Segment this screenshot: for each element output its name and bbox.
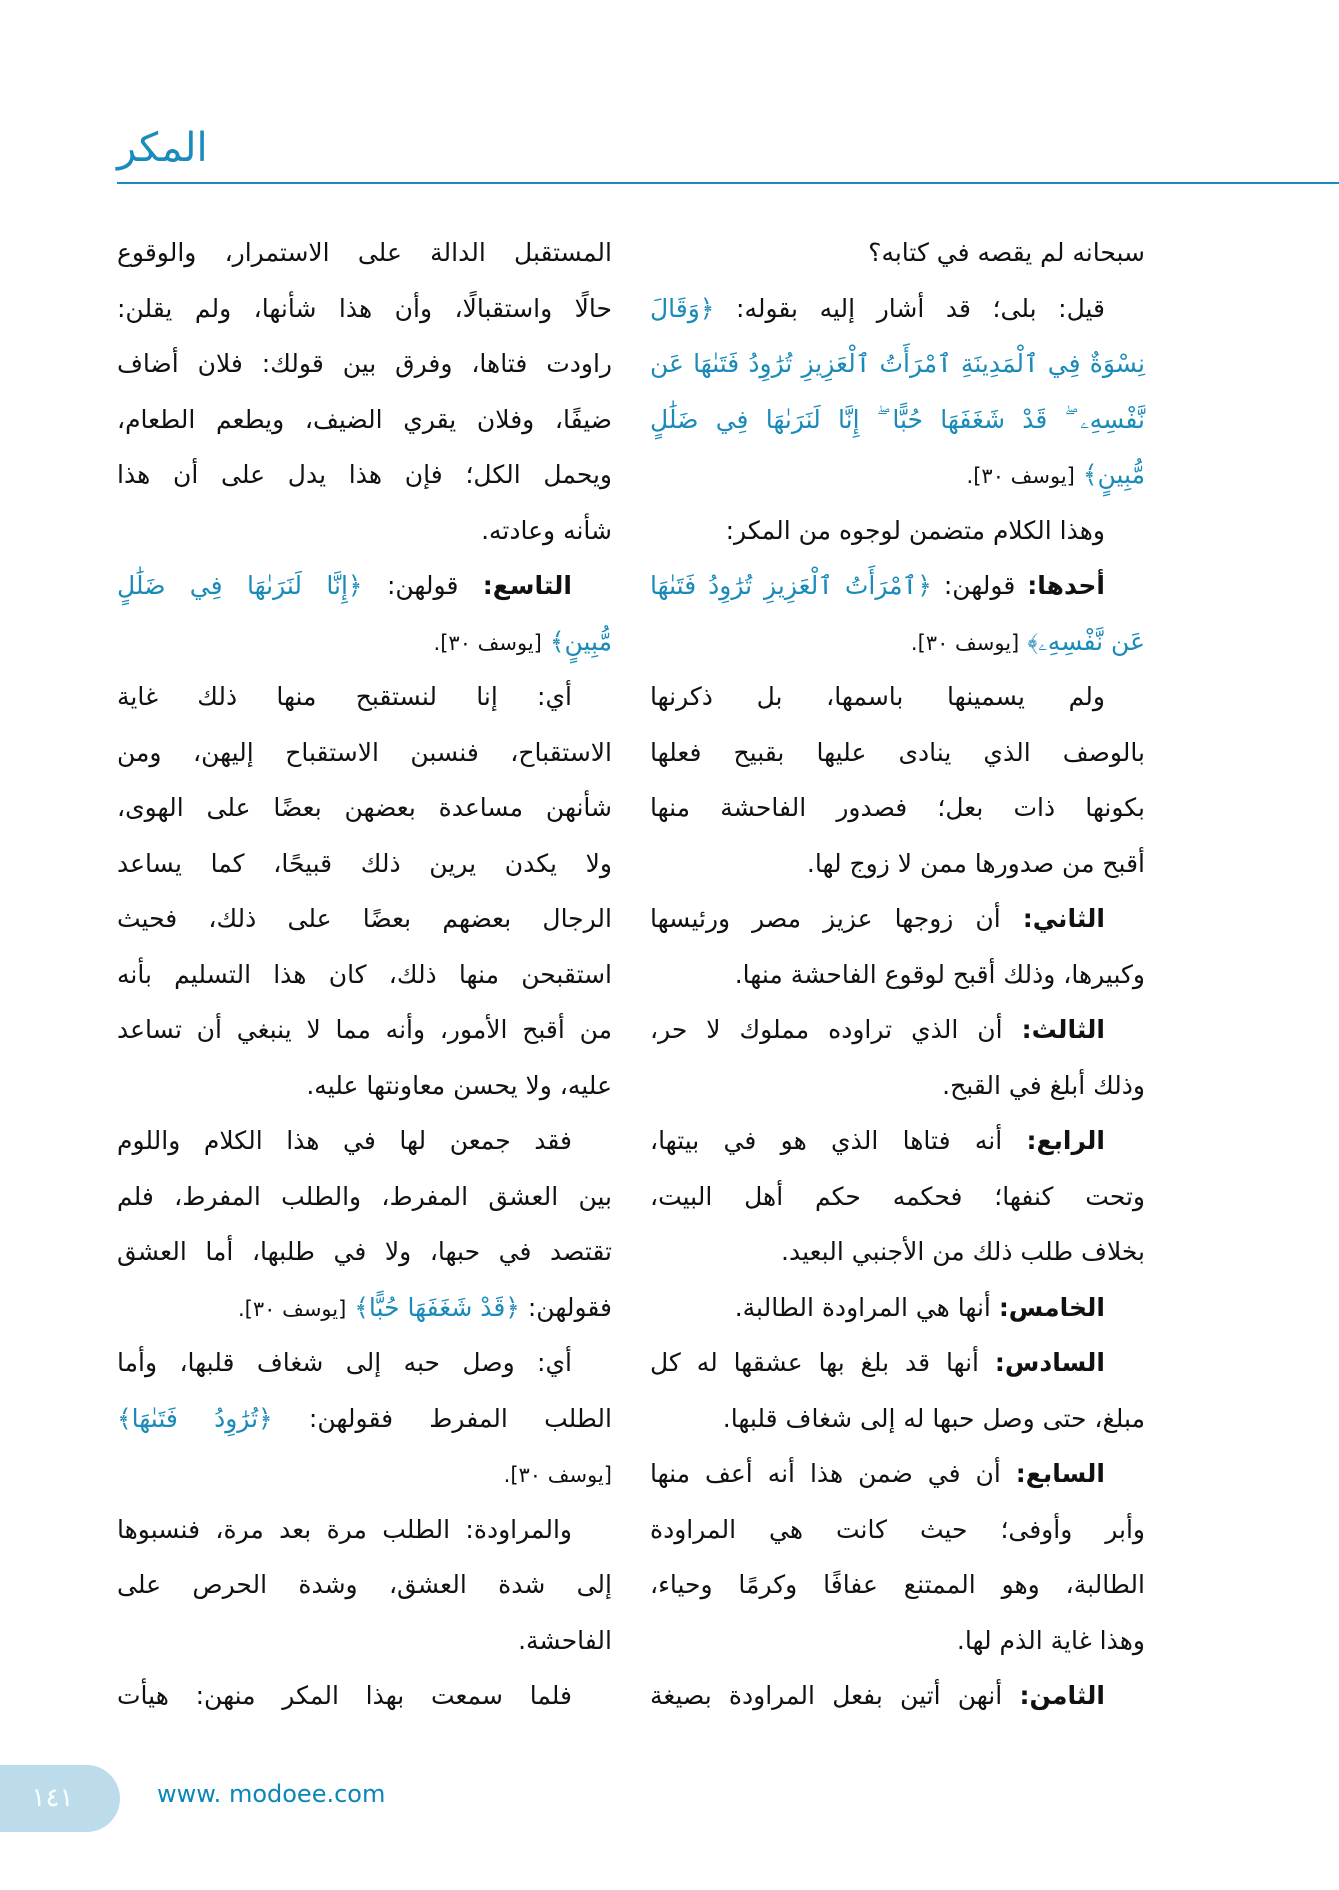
text-line bbox=[117, 669, 612, 725]
body-text: أن زوجها عزيز مصر ورئيسها bbox=[650, 904, 1023, 933]
chapter-title: المكر bbox=[117, 125, 208, 171]
point-label: السابع: bbox=[1015, 1459, 1105, 1488]
text-line bbox=[650, 1113, 1145, 1169]
text-line bbox=[650, 392, 1145, 448]
text-line bbox=[117, 1391, 612, 1447]
text-line bbox=[650, 1335, 1145, 1391]
body-text: بكونها ذات بعل؛ فصدور الفاحشة منها bbox=[650, 793, 1145, 822]
body-text: ولم يسمينها باسمها، بل ذكرنها bbox=[650, 682, 1105, 711]
body-text: المستقبل الدالة على الاستمرار، والوقوع bbox=[117, 238, 612, 267]
text-line bbox=[117, 1557, 612, 1613]
text-line bbox=[650, 1502, 1145, 1558]
text-column-left bbox=[117, 225, 612, 1724]
text-line bbox=[650, 891, 1145, 947]
text-column-right bbox=[650, 225, 1145, 1724]
text-line bbox=[117, 336, 612, 392]
point-label: الثاني: bbox=[1022, 904, 1105, 933]
body-text: الاستقباح، فنسبن الاستقباح إليهن، ومن bbox=[117, 737, 612, 767]
body-text: ولا يكدن يرين ذلك قبيحًا، كما يساعد bbox=[117, 848, 612, 878]
text-line bbox=[117, 891, 612, 947]
text-line bbox=[117, 1113, 612, 1169]
body-text: والمراودة: الطلب مرة بعد مرة، فنسبوها bbox=[117, 1514, 572, 1544]
text-line bbox=[117, 558, 612, 614]
text-line bbox=[117, 281, 612, 337]
text-line bbox=[650, 780, 1145, 836]
body-text: قولهن: bbox=[931, 571, 1028, 600]
body-text: وذلك أبلغ في القبح. bbox=[942, 1070, 1145, 1100]
text-line bbox=[650, 1446, 1145, 1502]
text-line bbox=[117, 1002, 612, 1058]
body-text: راودت فتاها، وفرق بين قولك: فلان أضاف bbox=[117, 349, 612, 378]
quran-verse: ﴿تُرَٰوِدُ فَتَىٰهَا﴾ bbox=[117, 1403, 273, 1433]
body-text: تقتصد في حبها، ولا في طلبها، أما العشق bbox=[117, 1237, 612, 1266]
body-text: فلما سمعت بهذا المكر منهن: هيأت bbox=[117, 1681, 572, 1710]
point-label: الثالث: bbox=[1021, 1015, 1105, 1044]
text-line bbox=[650, 669, 1145, 725]
header-divider bbox=[117, 182, 1339, 184]
text-line bbox=[650, 836, 1145, 892]
verse-reference: [يوسف ٣٠]. bbox=[910, 630, 1020, 655]
body-text: أنه فتاها الذي هو في بيتها، bbox=[650, 1126, 1027, 1155]
text-line bbox=[117, 392, 612, 448]
text-line bbox=[650, 1224, 1145, 1280]
text-line bbox=[650, 947, 1145, 1003]
quran-verse: ﴿ٱمْرَأَتُ ٱلْعَزِيزِ تُرَٰوِدُ فَتَىٰهَا bbox=[650, 571, 932, 600]
text-line bbox=[117, 836, 612, 892]
quran-verse: ﴿إِنَّا لَنَرَىٰهَا فِي ضَلَٰلٍ bbox=[117, 571, 363, 600]
body-text: أنهن أتين بفعل المراودة بصيغة bbox=[650, 1681, 1020, 1710]
body-text: وهذا غاية الذم لها. bbox=[956, 1625, 1145, 1655]
website-link[interactable]: www. modoee.com bbox=[157, 1780, 386, 1808]
body-text: أي: إنا لنستقبح منها ذلك غاية bbox=[117, 682, 572, 711]
body-text: من أقبح الأمور، وأنه مما لا ينبغي أن تساعد bbox=[117, 1015, 612, 1044]
point-label: السادس: bbox=[994, 1348, 1105, 1377]
body-text: شأنهن مساعدة بعضهن بعضًا على الهوى، bbox=[117, 793, 612, 822]
quran-verse: ﴿وَقَالَ bbox=[650, 293, 715, 323]
text-line bbox=[650, 447, 1145, 503]
point-label: الرابع: bbox=[1026, 1126, 1105, 1155]
text-line bbox=[117, 1446, 612, 1502]
text-line bbox=[650, 1002, 1145, 1058]
body-text: وأبر وأوفى؛ حيث كانت هي المراودة bbox=[650, 1514, 1145, 1544]
verse-reference: [يوسف ٣٠]. bbox=[433, 630, 542, 655]
text-line bbox=[117, 1613, 612, 1669]
body-text: قولهن: bbox=[362, 571, 483, 600]
body-text: ويحمل الكل؛ فإن هذا يدل على أن هذا bbox=[117, 460, 612, 489]
page-number-badge bbox=[0, 1765, 120, 1832]
body-text: فقولهن: bbox=[519, 1292, 612, 1322]
text-line bbox=[650, 1557, 1145, 1613]
body-text: أنها هي المراودة الطالبة. bbox=[734, 1292, 999, 1322]
text-line bbox=[117, 780, 612, 836]
text-line bbox=[650, 281, 1145, 337]
body-text: الرجال بعضهم بعضًا على ذلك، فحيث bbox=[117, 904, 612, 933]
text-line bbox=[117, 1668, 612, 1724]
point-label: التاسع: bbox=[482, 571, 573, 600]
text-line bbox=[117, 947, 612, 1003]
text-line bbox=[117, 1169, 612, 1225]
quran-verse: ﴿قَدْ شَغَفَهَا حُبًّا﴾ bbox=[346, 1292, 520, 1322]
body-text: حالًا واستقبالًا، وأن هذا شأنها، ولم يقلن: bbox=[117, 293, 612, 323]
body-text: أن في ضمن هذا أنه أعف منها bbox=[650, 1459, 1016, 1488]
body-text: فقد جمعن لها في هذا الكلام واللوم bbox=[117, 1126, 572, 1155]
text-line bbox=[650, 1058, 1145, 1114]
text-line bbox=[650, 1169, 1145, 1225]
point-label: الخامس: bbox=[998, 1292, 1105, 1322]
body-text: الطلب المفرط فقولهن: bbox=[272, 1403, 612, 1433]
text-line bbox=[650, 558, 1145, 614]
body-text: وهذا الكلام متضمن لوجوه من المكر: bbox=[725, 515, 1105, 545]
body-text: أقبح من صدورها ممن لا زوج لها. bbox=[806, 848, 1145, 878]
quran-verse: نَّفْسِهِۦ ۖ قَدْ شَغَفَهَا حُبًّا ۖ إِنَّا لَنَرَىٰهَا فِي ضَلَٰلٍ bbox=[650, 404, 1145, 434]
verse-reference: [يوسف ٣٠]. bbox=[237, 1296, 347, 1321]
body-text: مبلغ، حتى وصل حبها له إلى شغاف قلبها. bbox=[722, 1403, 1145, 1433]
body-text: إلى شدة العشق، وشدة الحرص على bbox=[117, 1570, 612, 1599]
body-text: الفاحشة. bbox=[518, 1625, 612, 1655]
quran-verse: مُّبِينٍ﴾ bbox=[1074, 460, 1145, 489]
verse-reference: [يوسف ٣٠]. bbox=[966, 464, 1075, 488]
body-text: وتحت كنفها؛ فحكمه حكم أهل البيت، bbox=[650, 1181, 1145, 1211]
text-line bbox=[650, 1668, 1145, 1724]
body-text: وكبيرها، وذلك أقبح لوقوع الفاحشة منها. bbox=[734, 959, 1145, 989]
body-text: أنها قد بلغ بها عشقها له كل bbox=[650, 1348, 995, 1377]
text-line bbox=[650, 614, 1145, 670]
body-text: شأنه وعادته. bbox=[481, 515, 612, 545]
body-text: أي: وصل حبه إلى شغاف قلبها، وأما bbox=[117, 1348, 572, 1377]
text-line bbox=[650, 1613, 1145, 1669]
body-text: عليه، ولا يحسن معاونتها عليه. bbox=[306, 1070, 612, 1100]
body-text: قيل: بلى؛ قد أشار إليه بقوله: bbox=[714, 293, 1105, 323]
body-text: استقبحن منها ذلك، كان هذا التسليم بأنه bbox=[117, 959, 612, 989]
body-text: بخلاف طلب ذلك من الأجنبي البعيد. bbox=[781, 1237, 1145, 1266]
text-line bbox=[117, 614, 612, 670]
text-line bbox=[117, 1335, 612, 1391]
text-line bbox=[650, 336, 1145, 392]
quran-verse: عَن نَّفْسِهِۦ﴾ bbox=[1019, 626, 1145, 656]
page-number: ١٤١ bbox=[31, 1783, 74, 1813]
text-line bbox=[117, 503, 612, 559]
body-text: الطالبة، وهو الممتنع عفافًا وكرمًا وحياء، bbox=[650, 1570, 1145, 1599]
text-line bbox=[117, 1058, 612, 1114]
text-line bbox=[650, 1391, 1145, 1447]
point-label: الثامن: bbox=[1019, 1681, 1105, 1710]
body-text: بالوصف الذي ينادى عليها بقبيح فعلها bbox=[650, 737, 1145, 767]
text-line bbox=[650, 503, 1145, 559]
body-text: أن الذي تراوده مملوك لا حر، bbox=[650, 1015, 1022, 1044]
text-line bbox=[117, 225, 612, 281]
text-line bbox=[117, 725, 612, 781]
text-line bbox=[117, 447, 612, 503]
verse-reference: [يوسف ٣٠]. bbox=[503, 1463, 612, 1487]
text-line bbox=[117, 1502, 612, 1558]
body-text: بين العشق المفرط، والطلب المفرط، فلم bbox=[117, 1181, 612, 1211]
body-text: ضيفًا، وفلان يقري الضيف، ويطعم الطعام، bbox=[117, 404, 612, 434]
point-label: أحدها: bbox=[1027, 571, 1105, 600]
quran-verse: مُّبِينٍ﴾ bbox=[541, 626, 612, 656]
body-text: سبحانه لم يقصه في كتابه؟ bbox=[868, 238, 1145, 267]
quran-verse: نِسْوَةٌ فِي ٱلْمَدِينَةِ ٱمْرَأَتُ ٱلْعَزِيزِ تُرَٰوِدُ فَتَىٰهَا عَن bbox=[650, 349, 1145, 378]
text-line bbox=[650, 225, 1145, 281]
text-line bbox=[650, 725, 1145, 781]
text-line bbox=[117, 1224, 612, 1280]
text-line bbox=[650, 1280, 1145, 1336]
text-line bbox=[117, 1280, 612, 1336]
